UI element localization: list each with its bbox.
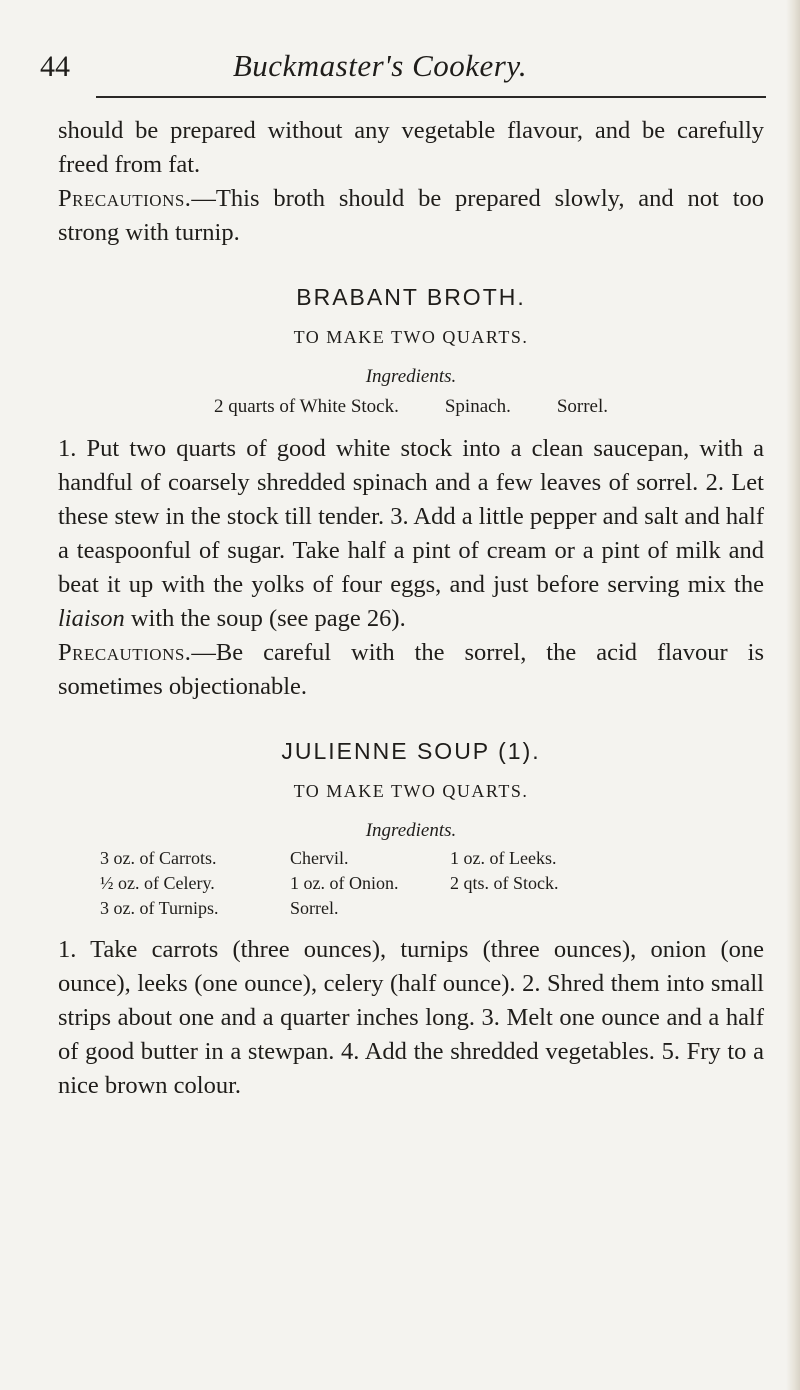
running-title: Buckmaster's Cookery. [232, 48, 528, 83]
ingredient: Sorrel. [290, 898, 339, 918]
intro-paragraph: should be prepared without any vegetable flavour, and be carefully freed from fat. [58, 117, 764, 178]
ingredient: 1 oz. of Onion. [290, 873, 399, 893]
ingredient: Spinach. [444, 396, 511, 417]
julienne-title: JULIENNE SOUP (1). [281, 738, 541, 764]
ingredient: Sorrel. [556, 396, 609, 417]
ingredient: 3 oz. of Turnips. [100, 898, 219, 918]
ingredient: 1 oz. of Leeks. [450, 848, 557, 868]
brabant-ingredients-label: Ingredients. [365, 366, 457, 387]
ingredient: 2 quarts of White Stock. [213, 396, 399, 417]
ingredient: 3 oz. of Carrots. [100, 848, 217, 868]
julienne-ingredients-label: Ingredients. [365, 820, 457, 841]
julienne-ingredients [100, 848, 764, 919]
intro-precautions: Precautions.—This broth should be prepared slowly, and not too strong with turnip. [58, 185, 764, 246]
page-body [58, 114, 764, 1103]
brabant-subtitle: TO MAKE TWO QUARTS. [293, 327, 529, 347]
page-edge [786, 0, 800, 1390]
header-rule [96, 96, 766, 98]
brabant-ingredients [58, 396, 764, 418]
page-number: 44 [40, 50, 70, 83]
ingredient: 2 qts. of Stock. [450, 873, 559, 893]
brabant-precautions: Precautions.—Be careful with the sorrel, the acid flavour is sometimes objectionable. [58, 639, 764, 700]
ingredient [450, 898, 610, 919]
julienne-subtitle: TO MAKE TWO QUARTS. [293, 781, 529, 801]
brabant-title: BRABANT BROTH. [296, 284, 526, 310]
ingredient: Chervil. [290, 848, 349, 868]
ingredient: ½ oz. of Celery. [100, 873, 215, 893]
brabant-method: 1. Put two quarts of good white stock into a clean saucepan, with a handful of coarsely shredded spinach and a few leaves of sorrel. 2. Let these stew in the stock till tender. 3. Add a little pepper and salt and half a teaspoonful of sugar. Take half a pint of cream or a pint of milk and beat it up with the yolks of four eggs, and just before serving mix the liaison with the soup (see page 26). [58, 435, 764, 632]
page-header [40, 44, 720, 92]
julienne-method: 1. Take carrots (three ounces), turnips (three ounces), onion (one ounce), leeks (one ounce), celery (half ounce). 2. Shred them into small strips about one and a quarter inches long. 3. Melt one ounce and a half of good butter in a stewpan. 4. Add the shredded vegetables. 5. Fry to a nice brown colour. [58, 936, 764, 1099]
